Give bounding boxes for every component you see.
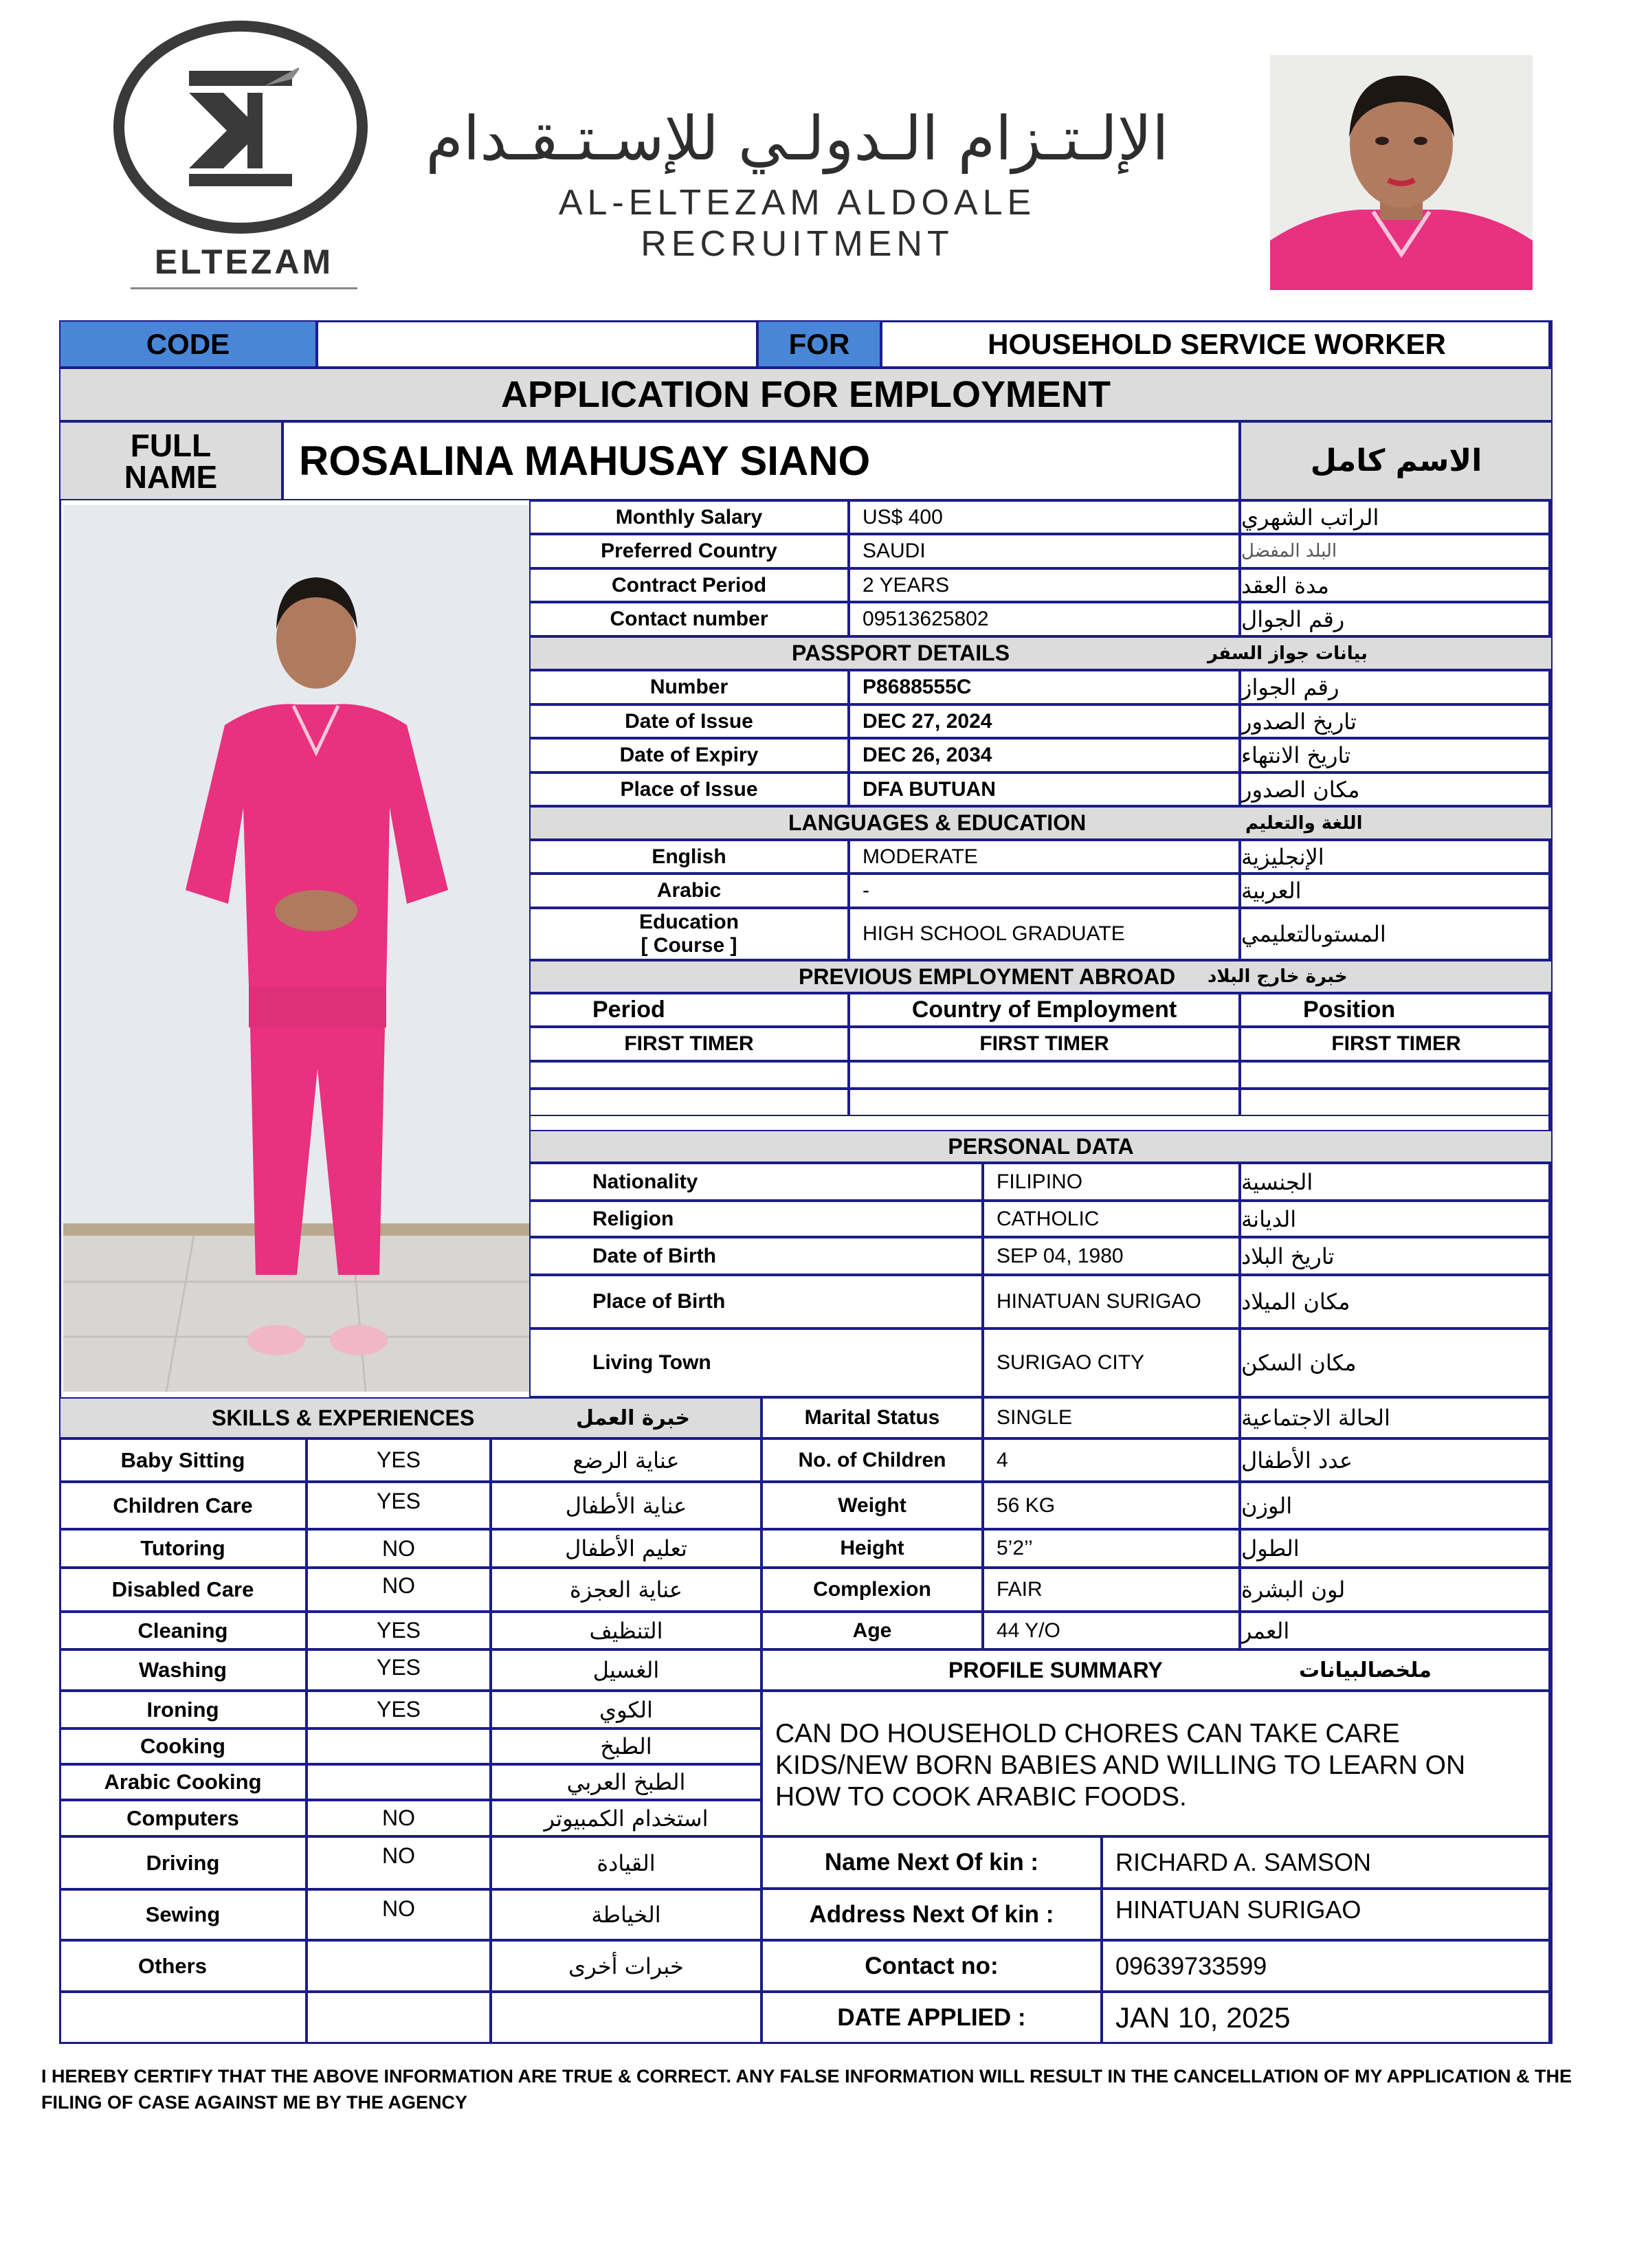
skill-arabic: تعليم الأطفال (491, 1529, 761, 1568)
skill-value: YES (307, 1691, 491, 1728)
passport-number-arabic: رقم الجواز (1240, 670, 1553, 704)
employment-row-period: FIRST TIMER (529, 1027, 849, 1061)
weight-label: Weight (761, 1482, 983, 1529)
contract-period-label: Contract Period (529, 568, 849, 602)
preferred-country-label: Preferred Country (529, 534, 849, 568)
skill-arabic: عناية الرضع (491, 1438, 761, 1482)
company-name-arabic: الإلـتـزام الـدولـي للإسـتـقـدام (425, 103, 1169, 174)
passport-section-title-arabic: بيانات جواز السفر (1208, 643, 1368, 664)
preferred-country-value: SAUDI (849, 534, 1240, 568)
religion-label: Religion (529, 1201, 983, 1237)
logo-wordmark: ELTEZAM (154, 243, 334, 281)
next-of-kin-address-label: Address Next Of kin : (761, 1889, 1102, 1940)
skills-section-title-arabic: خبرة العمل (576, 1405, 691, 1430)
marital-status-value: SINGLE (983, 1397, 1240, 1438)
date-of-issue-value: DEC 27, 2024 (849, 704, 1240, 738)
age-arabic: العمر (1240, 1612, 1553, 1649)
skill-value: YES (307, 1612, 491, 1649)
height-value: 5’2’’ (983, 1529, 1240, 1568)
employment-row-position: FIRST TIMER (1240, 1027, 1553, 1061)
place-of-birth-value: HINATUAN SURIGAO (983, 1275, 1240, 1328)
contract-period-value: 2 YEARS (849, 568, 1240, 602)
next-of-kin-contact-value: 09639733599 (1102, 1940, 1553, 1992)
complexion-value: FAIR (983, 1568, 1240, 1612)
skill-value: NO (307, 1889, 491, 1940)
skill-value (307, 1764, 491, 1800)
skill-arabic: الغسيل (491, 1649, 761, 1691)
date-of-issue-arabic: تاريخ الصدور (1240, 704, 1553, 738)
full-name-label (59, 421, 282, 500)
place-of-issue-arabic: مكان الصدور (1240, 772, 1553, 806)
skill-label: Others (59, 1940, 307, 1992)
height-arabic: الطول (1240, 1529, 1553, 1568)
complexion-arabic: لون البشرة (1240, 1568, 1553, 1612)
applicant-full-body-photo (63, 505, 529, 1392)
employment-row-position (1240, 1089, 1553, 1116)
profile-summary-title: PROFILE SUMMARY (948, 1657, 1163, 1682)
education-label-line1: Education (638, 911, 739, 933)
nationality-arabic: الجنسية (1240, 1163, 1553, 1201)
passport-section-header (529, 636, 1553, 670)
position-applied: HOUSEHOLD SERVICE WORKER (881, 320, 1553, 368)
skill-label: Washing (59, 1649, 307, 1691)
height-label: Height (761, 1529, 983, 1568)
age-label: Age (761, 1612, 983, 1649)
skill-arabic: الطبخ (491, 1728, 761, 1764)
religion-value: CATHOLIC (983, 1201, 1240, 1237)
logo-underline (131, 287, 357, 289)
contact-number-arabic: رقم الجوال (1240, 602, 1553, 636)
languages-section-title-arabic: اللغة والتعليم (1245, 812, 1363, 834)
contact-number-label: Contact number (529, 602, 849, 636)
date-of-birth-label: Date of Birth (529, 1237, 983, 1275)
english-value: MODERATE (849, 840, 1240, 874)
skill-arabic: الخياطة (491, 1889, 761, 1940)
arabic-label: Arabic (529, 874, 849, 908)
skill-arabic: الكوي (491, 1691, 761, 1728)
place-of-birth-label: Place of Birth (529, 1275, 983, 1328)
nationality-label: Nationality (529, 1163, 983, 1201)
employment-row-country (849, 1089, 1240, 1116)
weight-arabic: الوزن (1240, 1482, 1553, 1529)
english-arabic: الإنجليزية (1240, 840, 1553, 874)
employment-row-country: FIRST TIMER (849, 1027, 1240, 1061)
profile-summary-title-arabic: ملخصالبيانات (1299, 1658, 1432, 1682)
employment-section-title: PREVIOUS EMPLOYMENT ABROAD (799, 964, 1176, 989)
company-name-english: AL-ELTEZAM ALDOALE RECRUITMENT (558, 183, 1036, 264)
place-of-issue-label: Place of Issue (529, 772, 849, 806)
skill-label: Computers (59, 1800, 307, 1836)
languages-section-header (529, 806, 1553, 840)
full-name-label-line2: NAME (124, 458, 218, 495)
employment-section-header (529, 960, 1553, 993)
skills-section-header (59, 1397, 761, 1438)
skill-label: Driving (59, 1836, 307, 1889)
skill-arabic: خبرات أخرى (491, 1940, 761, 1992)
code-label: CODE (59, 320, 317, 368)
marital-status-arabic: الحالة الاجتماعية (1240, 1397, 1553, 1438)
living-town-label: Living Town (529, 1328, 983, 1397)
education-label (529, 908, 849, 960)
arabic-value: - (849, 874, 1240, 908)
children-label: No. of Children (761, 1438, 983, 1482)
date-applied-label: DATE APPLIED : (761, 1992, 1102, 2044)
living-town-arabic: مكان السكن (1240, 1328, 1553, 1397)
form-title: APPLICATION FOR EMPLOYMENT (59, 368, 1553, 421)
marital-status-label: Marital Status (761, 1397, 983, 1438)
next-of-kin-name-label: Name Next Of kin : (761, 1836, 1102, 1889)
age-value: 44 Y/O (983, 1612, 1240, 1649)
date-of-issue-label: Date of Issue (529, 704, 849, 738)
code-value (317, 320, 757, 368)
employment-col-position: Position (1240, 993, 1553, 1027)
skill-value (307, 1728, 491, 1764)
skill-value: NO (307, 1529, 491, 1568)
passport-number-value: P8688555C (849, 670, 1240, 704)
skill-value: YES (307, 1649, 491, 1691)
skill-label: Baby Sitting (59, 1438, 307, 1482)
employment-section-title-arabic: خبرة خارج البلاد (1208, 966, 1348, 987)
english-label: English (529, 840, 849, 874)
nationality-value: FILIPINO (983, 1163, 1240, 1201)
arabic-arabic: العربية (1240, 874, 1553, 908)
skill-value: NO (307, 1800, 491, 1836)
complexion-label: Complexion (761, 1568, 983, 1612)
monthly-salary-arabic: الراتب الشهري (1240, 500, 1553, 534)
skill-arabic: القيادة (491, 1836, 761, 1889)
employment-row-country (849, 1061, 1240, 1089)
skills-section-title: SKILLS & EXPERIENCES (212, 1405, 475, 1430)
profile-summary-text: CAN DO HOUSEHOLD CHORES CAN TAKE CARE KIDS/NEW BORN BABIES AND WILLING TO LEARN ON HOW TO COOK ARABIC FOODS. (775, 1719, 1466, 1812)
skill-value: YES (307, 1482, 491, 1529)
next-of-kin-name-value: RICHARD A. SAMSON (1102, 1836, 1553, 1889)
full-name-arabic: الاسم كامل (1240, 421, 1553, 500)
logo-emblem-icon (182, 65, 299, 189)
skill-label: Ironing (59, 1691, 307, 1728)
children-arabic: عدد الأطفال (1240, 1438, 1553, 1482)
for-label: FOR (757, 320, 881, 368)
skill-label: Sewing (59, 1889, 307, 1940)
personal-section-title: PERSONAL DATA (529, 1130, 1553, 1163)
date-of-birth-arabic: تاريخ البلاد (1240, 1237, 1553, 1275)
next-of-kin-contact-label: Contact no: (761, 1940, 1102, 1992)
applicant-headshot-photo (1270, 55, 1533, 290)
skill-value (307, 1992, 491, 2044)
skill-arabic: الطبخ العربي (491, 1764, 761, 1800)
profile-summary-header (761, 1649, 1553, 1691)
employment-row-period (529, 1061, 849, 1089)
spacer-row (529, 1116, 1553, 1130)
certification-statement: I HEREBY CERTIFY THAT THE ABOVE INFORMATION ARE TRUE & CORRECT. ANY FALSE INFORMATION WILL RESULT IN THE CANCELLATION OF MY APPLICATION & THE FILING OF CASE AGAINST ME BY THE AGENCY (41, 2066, 1572, 2113)
skill-label: Tutoring (59, 1529, 307, 1568)
education-value: HIGH SCHOOL GRADUATE (849, 908, 1240, 960)
skill-arabic: التنظيف (491, 1612, 761, 1649)
monthly-salary-value: US$ 400 (849, 500, 1240, 534)
skill-arabic: عناية العجزة (491, 1568, 761, 1612)
skill-value: NO (307, 1568, 491, 1612)
monthly-salary-label: Monthly Salary (529, 500, 849, 534)
date-of-expiry-label: Date of Expiry (529, 738, 849, 772)
employment-col-period: Period (529, 993, 849, 1027)
skill-label: Disabled Care (59, 1568, 307, 1612)
skill-arabic: استخدام الكمبيوتر (491, 1800, 761, 1836)
preferred-country-arabic: البلد المفضل (1240, 534, 1553, 568)
religion-arabic: الديانة (1240, 1201, 1553, 1237)
full-name-label-line1: FULL (130, 427, 212, 463)
next-of-kin-address-value: HINATUAN SURIGAO (1102, 1889, 1553, 1940)
skill-arabic (491, 1992, 761, 2044)
employment-col-country: Country of Employment (849, 993, 1240, 1027)
contract-period-arabic: مدة العقد (1240, 568, 1553, 602)
date-applied-value: JAN 10, 2025 (1102, 1992, 1553, 2044)
weight-value: 56 KG (983, 1482, 1240, 1529)
place-of-issue-value: DFA BUTUAN (849, 772, 1240, 806)
employment-row-period (529, 1089, 849, 1116)
skill-value: NO (307, 1836, 491, 1889)
skill-label: Children Care (59, 1482, 307, 1529)
children-value: 4 (983, 1438, 1240, 1482)
passport-number-label: Number (529, 670, 849, 704)
employment-row-position (1240, 1061, 1553, 1089)
passport-section-title: PASSPORT DETAILS (792, 641, 1010, 665)
skill-label: Arabic Cooking (59, 1764, 307, 1800)
skill-value: YES (307, 1438, 491, 1482)
date-of-expiry-arabic: تاريخ الانتهاء (1240, 738, 1553, 772)
languages-section-title: LANGUAGES & EDUCATION (788, 810, 1087, 835)
date-of-expiry-value: DEC 26, 2034 (849, 738, 1240, 772)
place-of-birth-arabic: مكان الميلاد (1240, 1275, 1553, 1328)
skill-arabic: عناية الأطفال (491, 1482, 761, 1529)
date-of-birth-value: SEP 04, 1980 (983, 1237, 1240, 1275)
skill-label (59, 1992, 307, 2044)
education-label-line2: [ Course ] (641, 934, 737, 957)
contact-number-value: 09513625802 (849, 602, 1240, 636)
living-town-value: SURIGAO CITY (983, 1328, 1240, 1397)
skill-value (307, 1940, 491, 1992)
full-name-value: ROSALINA MAHUSAY SIANO (282, 421, 1240, 500)
skill-label: Cooking (59, 1728, 307, 1764)
skill-label: Cleaning (59, 1612, 307, 1649)
education-arabic: المستوىالتعليمي (1240, 908, 1553, 960)
